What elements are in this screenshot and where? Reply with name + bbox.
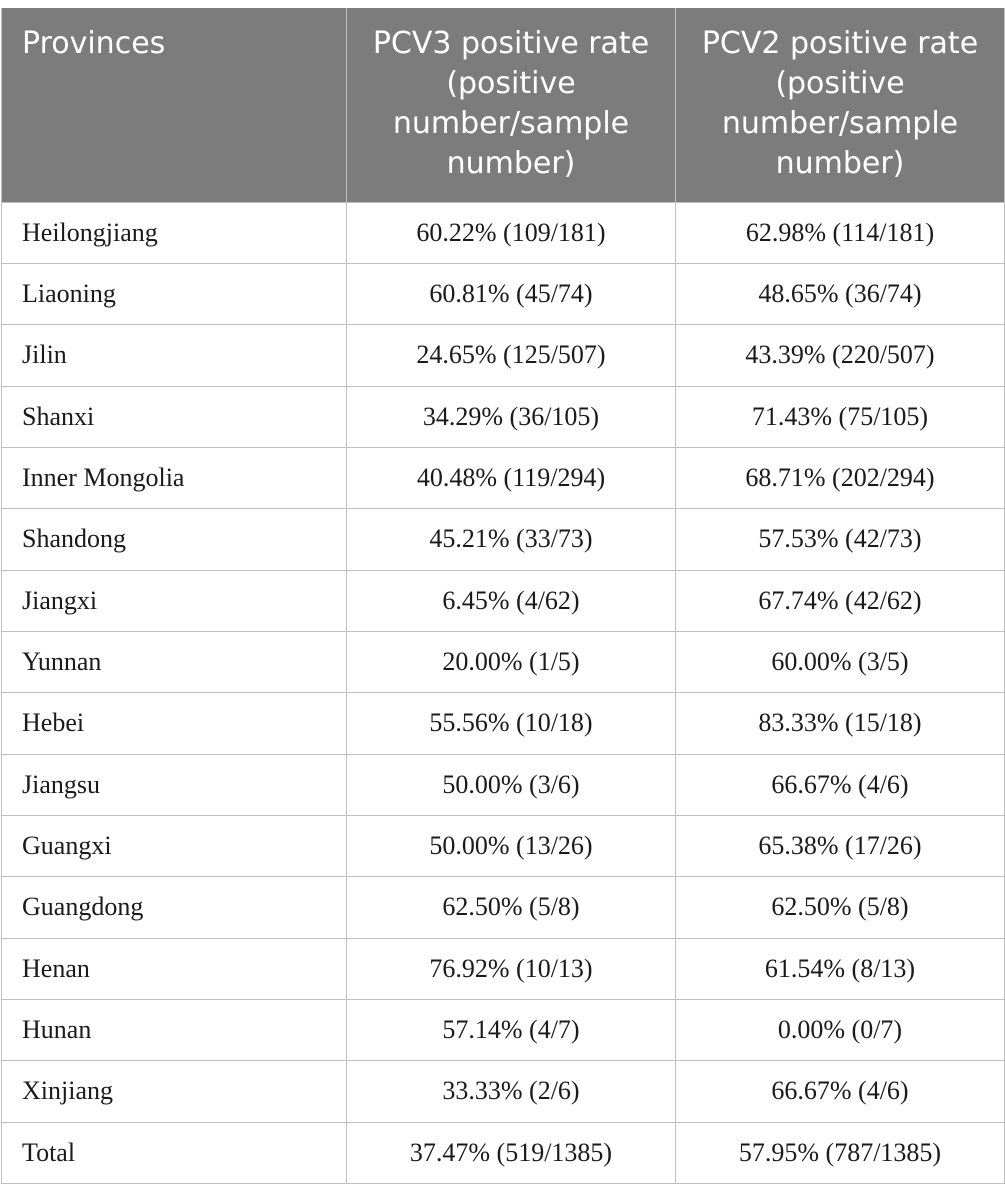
province-cell: Yunnan bbox=[2, 631, 347, 692]
header-pcv3-positive-rate: PCV3 positive rate (positive number/sample number) bbox=[347, 8, 676, 202]
table-row bbox=[2, 815, 1005, 876]
province-cell: Guangdong bbox=[2, 877, 347, 938]
table-row bbox=[2, 509, 1005, 570]
pcv3-rate-cell: 33.33% (2/6) bbox=[347, 1061, 676, 1122]
province-cell: Jilin bbox=[2, 325, 347, 386]
table-row bbox=[2, 325, 1005, 386]
pcv2-rate-cell: 68.71% (202/294) bbox=[676, 447, 1005, 508]
table-row bbox=[2, 202, 1005, 263]
table-row bbox=[2, 938, 1005, 999]
province-cell: Xinjiang bbox=[2, 1061, 347, 1122]
province-cell: Hunan bbox=[2, 999, 347, 1060]
table-row bbox=[2, 999, 1005, 1060]
province-cell: Liaoning bbox=[2, 263, 347, 324]
pcv3-rate-cell: 50.00% (3/6) bbox=[347, 754, 676, 815]
data-table bbox=[1, 8, 1005, 1184]
pcv2-rate-cell: 57.53% (42/73) bbox=[676, 509, 1005, 570]
table-row bbox=[2, 447, 1005, 508]
province-cell: Jiangsu bbox=[2, 754, 347, 815]
pcv2-rate-cell: 43.39% (220/507) bbox=[676, 325, 1005, 386]
header-row bbox=[2, 8, 1005, 202]
province-cell: Inner Mongolia bbox=[2, 447, 347, 508]
pcv2-rate-cell: 60.00% (3/5) bbox=[676, 631, 1005, 692]
pcv2-rate-cell: 66.67% (4/6) bbox=[676, 754, 1005, 815]
pcv2-rate-cell: 71.43% (75/105) bbox=[676, 386, 1005, 447]
table-row bbox=[2, 263, 1005, 324]
table-row bbox=[2, 570, 1005, 631]
province-cell: Guangxi bbox=[2, 815, 347, 876]
table-header bbox=[2, 8, 1005, 202]
pcv3-rate-cell: 62.50% (5/8) bbox=[347, 877, 676, 938]
pcv3-rate-cell: 55.56% (10/18) bbox=[347, 693, 676, 754]
table-row bbox=[2, 1122, 1005, 1183]
province-cell: Heilongjiang bbox=[2, 202, 347, 263]
pcv3-rate-cell: 57.14% (4/7) bbox=[347, 999, 676, 1060]
pcv3-rate-cell: 40.48% (119/294) bbox=[347, 447, 676, 508]
province-cell: Shanxi bbox=[2, 386, 347, 447]
pcv3-rate-cell: 24.65% (125/507) bbox=[347, 325, 676, 386]
pcv3-rate-cell: 60.22% (109/181) bbox=[347, 202, 676, 263]
pcv2-rate-cell: 62.98% (114/181) bbox=[676, 202, 1005, 263]
province-cell: Shandong bbox=[2, 509, 347, 570]
header-pcv2-positive-rate: PCV2 positive rate (positive number/sample number) bbox=[676, 8, 1005, 202]
pcv2-rate-cell: 65.38% (17/26) bbox=[676, 815, 1005, 876]
pcv2-rate-cell: 66.67% (4/6) bbox=[676, 1061, 1005, 1122]
header-provinces: Provinces bbox=[2, 8, 347, 202]
table-body bbox=[2, 202, 1005, 1184]
province-cell: Hebei bbox=[2, 693, 347, 754]
pcv2-rate-cell: 67.74% (42/62) bbox=[676, 570, 1005, 631]
pcv3-rate-cell: 45.21% (33/73) bbox=[347, 509, 676, 570]
pcv2-rate-cell: 83.33% (15/18) bbox=[676, 693, 1005, 754]
pcv3-rate-cell: 37.47% (519/1385) bbox=[347, 1122, 676, 1183]
pcv3-rate-cell: 34.29% (36/105) bbox=[347, 386, 676, 447]
pcv3-rate-cell: 76.92% (10/13) bbox=[347, 938, 676, 999]
pcv3-rate-cell: 6.45% (4/62) bbox=[347, 570, 676, 631]
pcv2-rate-cell: 48.65% (36/74) bbox=[676, 263, 1005, 324]
pcv2-rate-cell: 57.95% (787/1385) bbox=[676, 1122, 1005, 1183]
pcv3-rate-cell: 50.00% (13/26) bbox=[347, 815, 676, 876]
table-row bbox=[2, 1061, 1005, 1122]
pcv2-rate-cell: 0.00% (0/7) bbox=[676, 999, 1005, 1060]
pcv2-rate-cell: 62.50% (5/8) bbox=[676, 877, 1005, 938]
table-row bbox=[2, 386, 1005, 447]
pcv2-rate-cell: 61.54% (8/13) bbox=[676, 938, 1005, 999]
table-row bbox=[2, 693, 1005, 754]
pcv3-rate-cell: 20.00% (1/5) bbox=[347, 631, 676, 692]
pcv3-rate-cell: 60.81% (45/74) bbox=[347, 263, 676, 324]
province-cell: Jiangxi bbox=[2, 570, 347, 631]
table-row bbox=[2, 877, 1005, 938]
province-cell: Henan bbox=[2, 938, 347, 999]
province-cell: Total bbox=[2, 1122, 347, 1183]
table-row bbox=[2, 754, 1005, 815]
table-row bbox=[2, 631, 1005, 692]
